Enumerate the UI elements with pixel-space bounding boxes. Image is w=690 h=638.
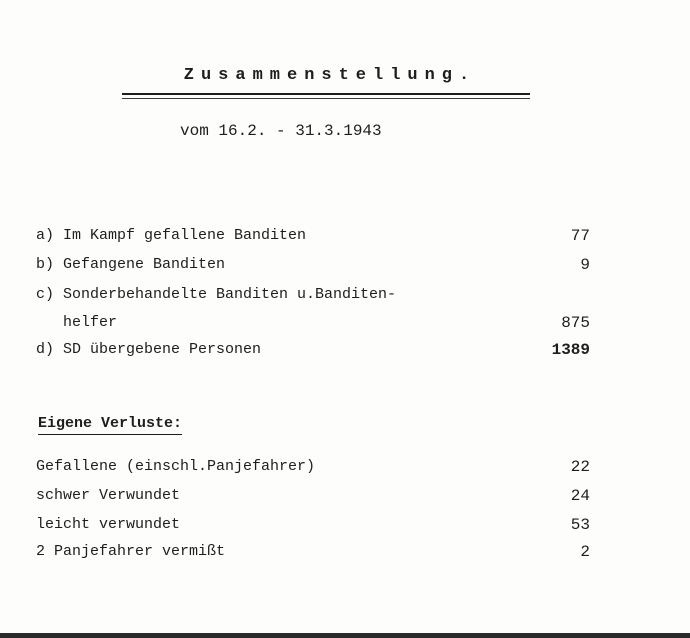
- tally-label: helfer: [36, 314, 118, 331]
- tally-row-a: [36, 224, 596, 248]
- tally-label: d) SD übergebene Personen: [36, 341, 262, 358]
- loss-value: 24: [570, 487, 590, 505]
- loss-row: [36, 455, 596, 479]
- scan-edge-bar: [0, 633, 690, 638]
- tally-row-c-cont: [36, 311, 596, 335]
- loss-value: 2: [580, 543, 590, 561]
- tally-label: a) Im Kampf gefallene Banditen: [36, 227, 307, 244]
- loss-row: [36, 484, 596, 508]
- loss-label: schwer Verwundet: [36, 487, 181, 504]
- loss-value: 53: [570, 516, 590, 534]
- tally-value: 1389: [551, 341, 590, 359]
- tally-value: 77: [570, 227, 590, 245]
- loss-row: [36, 540, 596, 564]
- loss-row: [36, 513, 596, 537]
- tally-value: 9: [580, 256, 590, 274]
- tally-row-b: [36, 253, 596, 277]
- period-line: vom 16.2. - 31.3.1943: [180, 122, 382, 140]
- tally-label: c) Sonderbehandelte Banditen u.Banditen-: [36, 286, 397, 303]
- loss-value: 22: [570, 458, 590, 476]
- title-underline-thin: [122, 98, 530, 99]
- title-underline: [122, 93, 530, 95]
- loss-label: Gefallene (einschl.Panjefahrer): [36, 458, 316, 475]
- tally-label: b) Gefangene Banditen: [36, 256, 226, 273]
- losses-heading: Eigene Verluste:: [38, 414, 182, 435]
- tally-row-d: [36, 338, 596, 362]
- loss-label: 2 Panjefahrer vermißt: [36, 543, 226, 560]
- tally-row-c: [36, 283, 596, 307]
- tally-value: 875: [561, 314, 590, 332]
- document-title: Zusammenstellung.: [183, 66, 477, 85]
- loss-label: leicht verwundet: [36, 516, 181, 533]
